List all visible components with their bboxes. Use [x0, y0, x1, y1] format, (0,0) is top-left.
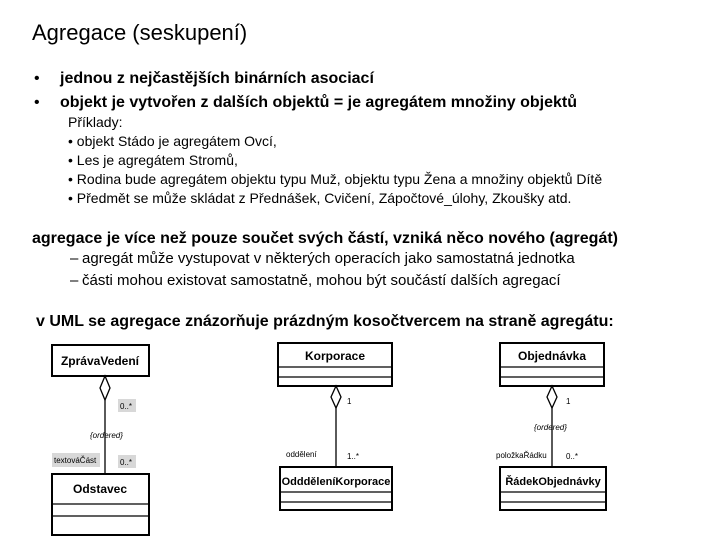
class-name-korporace: Korporace: [304, 349, 366, 363]
multiplicity-label: 1..*: [347, 452, 360, 461]
dash-marker: –: [70, 250, 79, 267]
class-name-zpravavedeni: ZprávaVedení: [60, 354, 140, 368]
multiplicity-label: 1: [347, 397, 352, 406]
aggregation-diamond: [100, 376, 110, 400]
constraint-label: {ordered}: [90, 431, 123, 440]
dash-marker: –: [70, 272, 79, 289]
class-box-radek-objednavky: [500, 467, 606, 510]
class-name-odstavec: Odstavec: [72, 482, 128, 496]
uml-note: v UML se agregace znázorňuje prázdným kosočtvercem na straně agregátu:: [36, 313, 614, 330]
class-name-oddeleni-korporace: OddděleníKorporace: [281, 476, 391, 488]
role-label: oddělení: [286, 450, 317, 459]
bullet-2-text: objekt je vytvořen z dalších objektů = je agregátem množiny objektů: [60, 94, 578, 111]
multiplicity-label: 1: [566, 397, 571, 406]
aggregation-statement: agregace je více než pouze součet svých částí, vzniká něco nového (agregát): [32, 230, 618, 247]
constraint-label: {ordered}: [534, 423, 567, 432]
example-item: • objekt Stádo je agregátem Ovcí,: [68, 133, 277, 149]
role-label: textováČást: [54, 456, 97, 465]
sub-point-1-text: agregát může vystupovat v některých operacích jako samostatná jednotka: [82, 250, 575, 267]
example-item: • Les je agregátem Stromů,: [68, 152, 238, 168]
class-box-oddeleni-korporace: [280, 467, 392, 510]
uml-diagram-1: [52, 345, 149, 535]
sub-point-2-text: části mohou existovat samostatně, mohou být součástí dalších agregací: [82, 272, 561, 289]
class-name-radek-objednavky: ŘádekObjednávky: [505, 476, 601, 488]
role-label: položkaŘádku: [496, 451, 547, 460]
bullet-dot: •: [34, 70, 40, 87]
multiplicity-label: 0..*: [120, 402, 133, 411]
example-item: • Předmět se může skládat z Přednášek, Cvičení, Zápočtové_úlohy, Zkoušky atd.: [68, 190, 572, 206]
bullet-1-text: jednou z nejčastějších binárních asociací: [60, 70, 374, 87]
aggregation-diamond: [331, 386, 341, 408]
example-item: • Rodina bude agregátem objektu typu Muž, objektu typu Žena a množiny objektů Dítě: [68, 171, 603, 187]
slide-title: Agregace (seskupení): [32, 20, 248, 45]
class-name-objednavka: Objednávka: [517, 349, 587, 363]
multiplicity-label: 0..*: [566, 452, 579, 461]
aggregation-diamond: [547, 386, 557, 408]
examples-heading: Příklady:: [68, 114, 123, 130]
multiplicity-label: 0..*: [120, 458, 133, 467]
bullet-dot: •: [34, 94, 40, 111]
